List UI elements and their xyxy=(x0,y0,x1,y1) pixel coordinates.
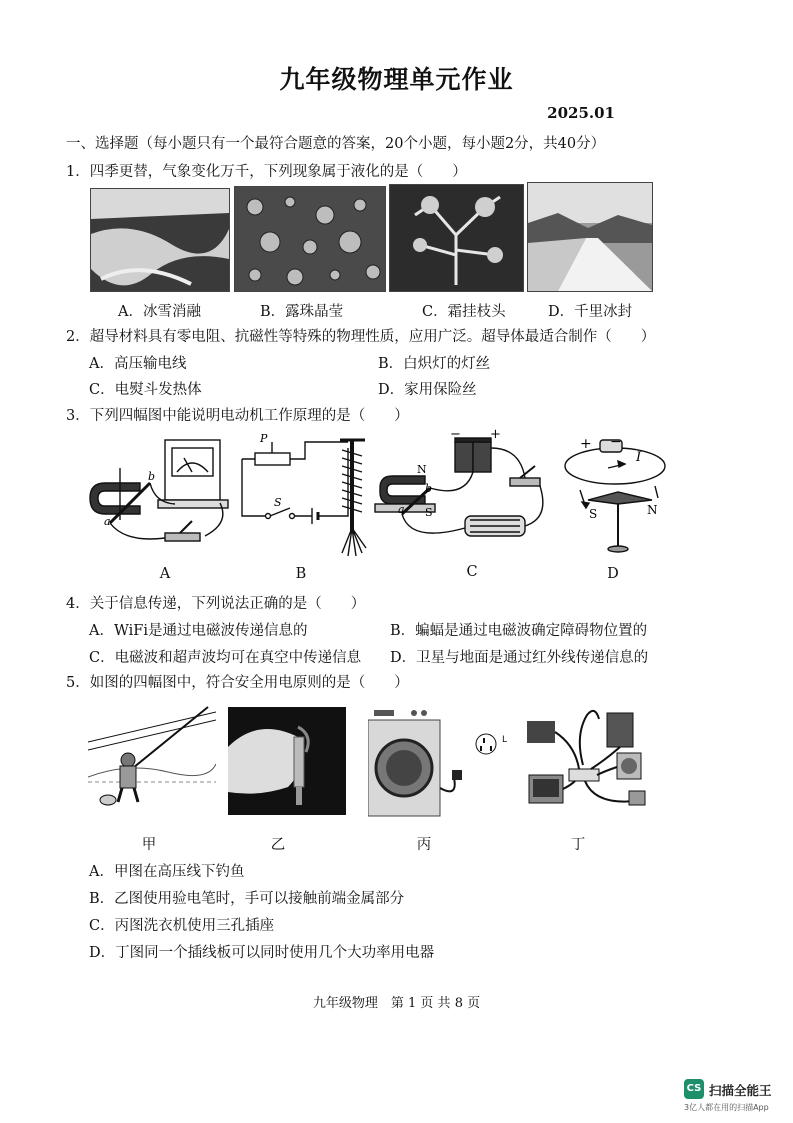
page-title: 九年级物理单元作业 xyxy=(279,65,514,94)
q2-option-b: B．白炽灯的灯丝 xyxy=(378,356,491,372)
q3-label-s-c: S xyxy=(425,506,433,519)
q4-option-d: D．卫星与地面是通过红外线传递信息的 xyxy=(390,650,649,666)
q5-caption-bing: 丙 xyxy=(416,837,432,853)
q1-photo-c xyxy=(389,184,524,292)
q3-label-a-c: a xyxy=(398,503,405,516)
q3-diagrams xyxy=(80,428,680,568)
q1-option-a: A．冰雪消融 xyxy=(118,304,201,320)
q5-option-b: B．乙图使用验电笔时，手可以接触前端金属部分 xyxy=(89,891,405,907)
q3-diagram-a xyxy=(90,440,228,541)
page-footer: 九年级物理 第 1 页 共 8 页 xyxy=(312,996,481,1011)
q5-picture-bing xyxy=(368,708,516,818)
q3-label-s-d: S xyxy=(589,507,598,521)
cs-logo-icon: CS xyxy=(684,1079,704,1099)
q1-option-b: B．露珠晶莹 xyxy=(260,304,344,320)
q3-label-n-d: N xyxy=(647,503,658,517)
q3-label-b: b xyxy=(148,470,156,483)
q3-caption-b: B xyxy=(295,566,307,582)
q5-option-a: A．甲图在高压线下钓鱼 xyxy=(89,864,245,880)
q5-caption-ding: 丁 xyxy=(570,837,586,853)
q3-stem: 3．下列四幅图中能说明电动机工作原理的是（ ） xyxy=(66,408,409,424)
q1-option-c: C．霜挂枝头 xyxy=(422,304,506,320)
q1-photo-b xyxy=(234,186,386,292)
q5-picture-ding xyxy=(525,705,655,817)
q3-label-plus-c: + xyxy=(490,428,501,442)
q5-picture-jia xyxy=(88,702,216,810)
brand-tagline: 3亿人都在用的扫描App xyxy=(684,1103,769,1112)
q3-label-minus-d: − xyxy=(610,434,622,450)
q2-option-d: D．家用保险丝 xyxy=(378,382,477,398)
q5-caption-yi: 乙 xyxy=(270,837,286,853)
q5-option-c: C．丙图洗衣机使用三孔插座 xyxy=(89,918,275,934)
q1-option-d: D．千里冰封 xyxy=(548,304,633,320)
q3-label-minus-c: − xyxy=(450,428,461,442)
q5-stem: 5．如图的四幅图中，符合安全用电原则的是（ ） xyxy=(66,675,409,691)
q1-stem: 1．四季更替，气象变化万千，下列现象属于液化的是（ ） xyxy=(66,164,467,180)
q5-socket-l: L xyxy=(502,735,508,745)
q3-diagram-d xyxy=(565,440,665,552)
q4-option-c: C．电磁波和超声波均可在真空中传递信息 xyxy=(89,650,362,666)
q3-caption-d: D xyxy=(607,566,619,582)
q3-label-plus-d: + xyxy=(580,436,592,452)
q3-label-a: a xyxy=(104,515,111,528)
q1-photo-a xyxy=(90,188,230,292)
q3-label-p: P xyxy=(260,432,268,445)
q5-option-d: D．丁图同一个插线板可以同时使用几个大功率用电器 xyxy=(89,945,435,961)
q5-picture-yi xyxy=(228,707,346,815)
q3-caption-a: A xyxy=(159,566,171,582)
date: 2025.01 xyxy=(547,104,615,122)
q3-label-b-c: b xyxy=(425,482,433,495)
q4-option-b: B．蝙蝠是通过电磁波确定障碍物位置的 xyxy=(390,623,648,639)
q2-option-a: A．高压输电线 xyxy=(89,356,187,372)
q3-diagram-b xyxy=(242,440,366,556)
section-heading: 一、选择题（每小题只有一个最符合题意的答案，20个小题，每小题2分，共40分） xyxy=(66,136,606,152)
q4-stem: 4．关于信息传递，下列说法正确的是（ ） xyxy=(66,596,366,612)
q3-diagram-c xyxy=(375,438,543,536)
q2-stem: 2．超导材料具有零电阻、抗磁性等特殊的物理性质，应用广泛。超导体最适合制作（ ） xyxy=(66,329,656,345)
q3-caption-c: C xyxy=(466,564,478,580)
q3-label-i: I xyxy=(636,450,642,465)
q2-option-c: C．电熨斗发热体 xyxy=(89,382,202,398)
q1-photo-d xyxy=(527,182,653,292)
brand-name: 扫描全能王 xyxy=(709,1083,772,1098)
q4-option-a: A．WiFi是通过电磁波传递信息的 xyxy=(89,623,308,639)
q3-label-n-c: N xyxy=(417,463,427,476)
q3-label-s-b: S xyxy=(274,496,282,509)
q5-caption-jia: 甲 xyxy=(141,837,157,853)
scanner-watermark xyxy=(684,1079,793,1119)
